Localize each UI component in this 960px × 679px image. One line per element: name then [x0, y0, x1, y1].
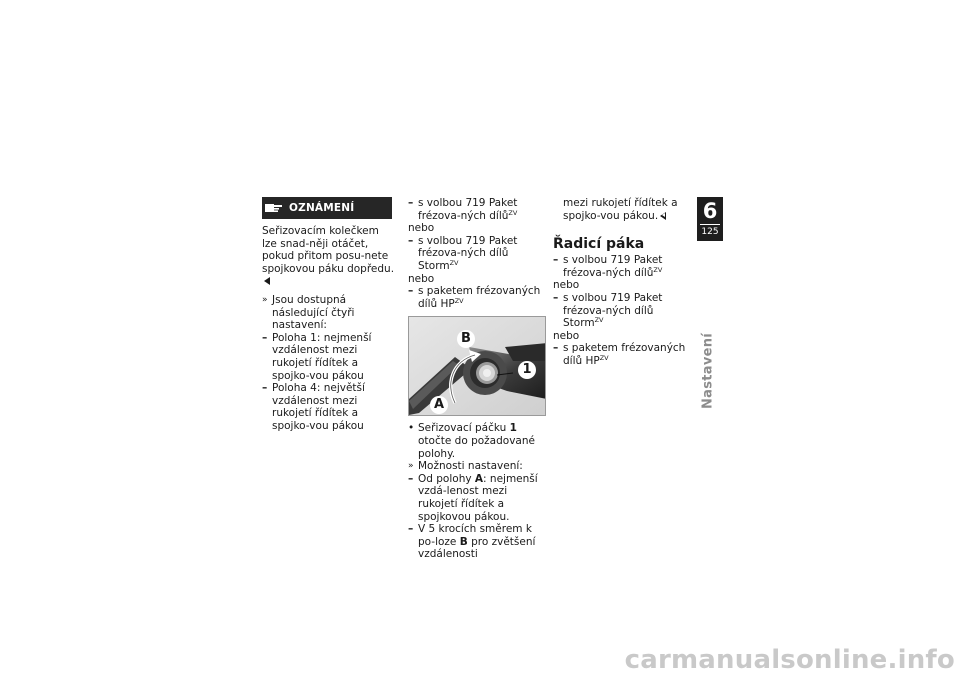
dash-bullet-icon: – [262, 382, 268, 395]
list-item: » Možnosti nastavení: [408, 460, 523, 473]
figure-label-b: B [461, 331, 471, 347]
or-label: nebo [553, 329, 580, 342]
option-item: – s volbou 719 Paket frézova-ných dílů$^{ZV}$ [553, 254, 663, 279]
or-label: nebo [408, 272, 435, 285]
clutch-lever-figure [408, 316, 546, 416]
watermark-text: carmanualsonline.info [624, 645, 955, 675]
dot-bullet-icon: • [408, 422, 415, 435]
notice-header [262, 197, 392, 219]
column-1 [262, 197, 396, 433]
or-label: nebo [408, 222, 435, 235]
section-side-title: Nastavení [700, 332, 716, 410]
dash-bullet-icon: – [262, 331, 268, 344]
dash-bullet-icon: – [408, 285, 414, 298]
dash-bullet-icon: – [408, 472, 414, 485]
list-item: – Poloha 4: největší vzdálenost mezi rukojetí řídítek a spojko-vou pákou [262, 382, 365, 432]
dash-bullet-icon: – [408, 234, 414, 247]
end-of-notice-icon [264, 277, 270, 285]
or-label: nebo [553, 279, 580, 292]
column-2 [408, 197, 546, 561]
notice-text: Seřizovacím kolečkem lze snad-něji otáčet, pokud přitom posu-nete spojkovou páku dopředu. [262, 225, 396, 288]
dash-bullet-icon: – [408, 197, 414, 209]
figure-label-a: A [433, 397, 445, 413]
list-item: – V 5 krocích směrem k po-loze B pro zvětšení vzdálenosti [408, 523, 536, 561]
continuation-text: mezi rukojetí řídítek a spojko-vou pákou. [563, 197, 678, 222]
dash-bullet-icon: – [553, 291, 559, 304]
list-item: – Poloha 1: nejmenší vzdálenost mezi rukojetí řídítek a spojko-vou pákou [262, 331, 372, 382]
figure-label-1: 1 [522, 362, 532, 378]
option-item: – s volbou 719 Paket frézova-ných dílů Storm$^{ZV}$ [553, 291, 663, 330]
arrow-bullet-icon: » [408, 461, 414, 472]
dash-bullet-icon: – [408, 523, 414, 536]
end-of-section-icon [660, 212, 666, 220]
list-item: • Seřizovací páčku 1 otočte do požadované polohy. [408, 422, 535, 460]
option-item: – s paketem frézovaných dílů $HP^{ZV}$ [553, 342, 686, 367]
notice-title: OZNÁMENÍ [289, 201, 355, 214]
option-item: – s volbou 719 Paket frézova-ných dílů$^{ZV}$ [408, 197, 518, 222]
tab-divider [700, 224, 720, 225]
chapter-tab [697, 197, 723, 241]
notice-hand-icon [265, 202, 283, 214]
chapter-number: 6 [702, 199, 718, 223]
section-heading: Řadicí páka [553, 236, 645, 253]
dash-bullet-icon: – [553, 342, 559, 355]
list-item: » Jsou dostupná následující čtyři nastavení: [262, 293, 355, 332]
dash-bullet-icon: – [553, 254, 559, 267]
list-item: – Od polohy A: nejmenší vzdá-lenost mezi rukojetí řídítek a spojkovou pákou. [408, 472, 538, 523]
arrow-bullet-icon: » [262, 294, 268, 305]
column-3 [553, 197, 689, 368]
option-item: – s volbou 719 Paket frézova-ných dílů Storm$^{ZV}$ [408, 234, 518, 272]
option-item: – s paketem frézovaných dílů $HP^{ZV}$ [408, 285, 541, 310]
page-number: 125 [701, 227, 719, 237]
